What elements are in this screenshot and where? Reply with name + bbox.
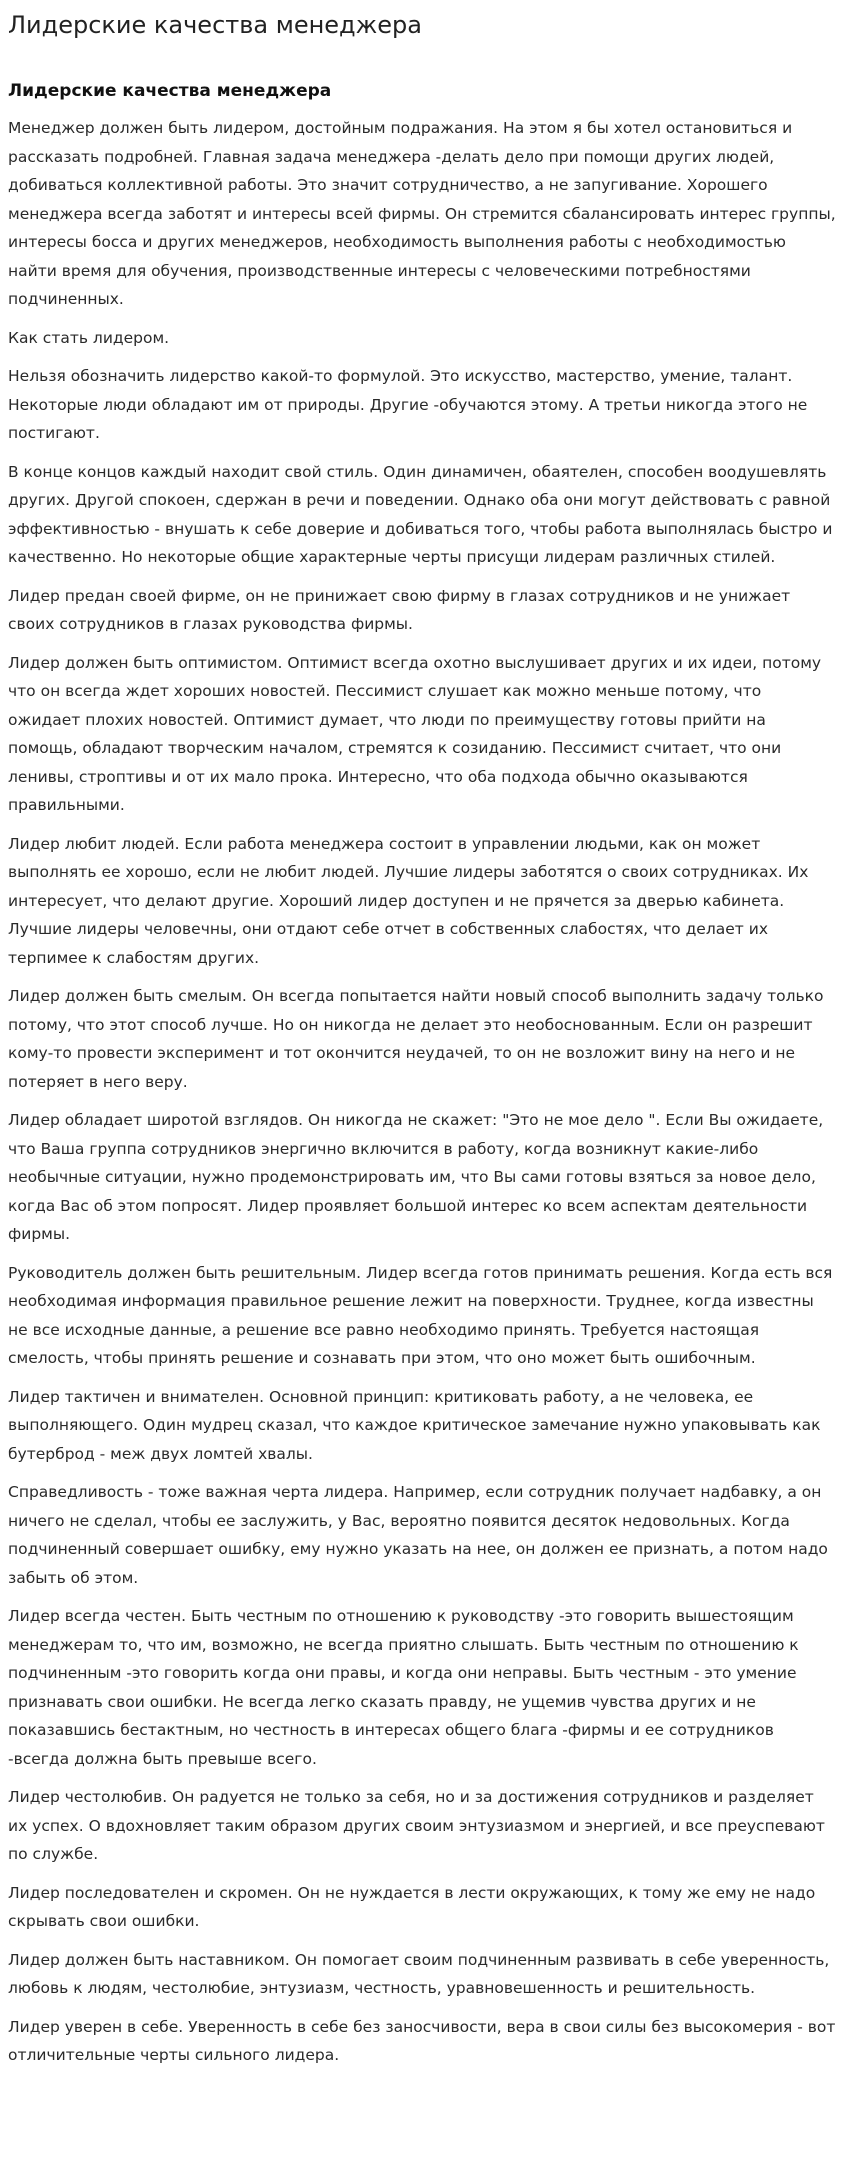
paragraph: Лидер уверен в себе. Уверенность в себе без заносчивости, вера в свои силы без высокомерия - вот отличительные черты сильного лидера. xyxy=(8,2017,836,2064)
paragraph: Лидер честолюбив. Он радуется не только за себя, но и за достижения сотрудников и разделяет их успех. О вдохновляет таким образом других своим энтузиазмом и энергией, и все преуспевают по службе. xyxy=(8,1788,825,1863)
paragraph: Лидер любит людей. Если работа менеджера состоит в управлении людьми, как он может выполнять ее хорошо, если не любит людей. Лучшие лидеры заботятся о своих сотрудниках. Их интересует, что делают другие. Хороший лидер доступен и не прячется за дверью кабинета. Лучшие лидеры человечны, они отдают себе отчет в собственных слабостях, что делает их терпимее к слабостям других. xyxy=(8,834,809,967)
paragraph: Руководитель должен быть решительным. Лидер всегда готов принимать решения. Когда есть вся необходимая информация правильное решение лежит на поверхности. Труднее, когда известны не все исходные данные, а решение все равно необходимо принять. Требуется настоящая смелость, чтобы принять решение и сознавать при этом, что оно может быть ошибочным. xyxy=(8,1263,833,1367)
paragraph: Менеджер должен быть лидером, достойным подражания. На этом я бы хотел остановиться и рассказать подробней. Главная задача менеджера -делать дело при помощи других людей, добиваться коллективной работы. Это значит сотрудничество, а не запугивание. Хорошего менеджера всегда заботят и интересы всей фирмы. Он стремится сбалансировать интерес группы, интересы босса и других менеджеров, необходимость выполнения работы с необходимостью найти время для обучения, производственные интересы с человеческими потребностями подчиненных. xyxy=(8,119,836,308)
paragraph: Лидер предан своей фирме, он не принижает свою фирму в глазах сотрудников и не унижает своих сотрудников в глазах руководства фирмы. xyxy=(8,586,791,633)
paragraph: Нельзя обозначить лидерство какой-то формулой. Это искусство, мастерство, умение, талант. Некоторые люди обладают им от природы. Другие -обучаются этому. А третьи никогда этого не постигают. xyxy=(8,367,808,442)
paragraph: В конце концов каждый находит свой стиль. Один динамичен, обаятелен, способен воодушевлять других. Другой спокоен, сдержан в речи и поведении. Однако оба они могут действовать с равной эффективностью - внушать к себе доверие и добиваться того, чтобы работа выполнялась быстро и качественно. Но некоторые общие характерные черты присущи лидерам различных стилей. xyxy=(8,462,833,566)
paragraph: Лидер должен быть смелым. Он всегда попытается найти новый способ выполнить задачу только потому, что этот способ лучше. Но он никогда не делает это необоснованным. Если он разрешит кому-то провести эксперимент и тот окончится неудачей, то он не возложит вину на него и не потеряет в него веру. xyxy=(8,987,824,1091)
paragraph: Лидер тактичен и внимателен. Основной принцип: критиковать работу, а не человека, ее выполняющего. Один мудрец сказал, что каждое критическое замечание нужно упаковывать как бутерброд - меж двух ломтей хвалы. xyxy=(8,1387,821,1463)
paragraph: Как стать лидером. xyxy=(8,328,170,347)
article-body xyxy=(8,114,837,2070)
paragraph: Лидер последователен и скромен. Он не нуждается в лести окружающих, к тому же ему не надо скрывать свои ошибки. xyxy=(8,1883,816,1930)
paragraph: Лидер должен быть наставником. Он помогает своим подчиненным развивать в себе уверенность, любовь к людям, честолюбие, энтузиазм, честность, уравновешенность и решительность. xyxy=(8,1950,830,1997)
paragraph: Лидер всегда честен. Быть честным по отношению к руководству -это говорить вышестоящим менеджерам то, что им, возможно, не всегда приятно слышать. Быть честным по отношению к подчиненным -это говорить когда они правы, и когда они неправы. Быть честным - это умение признавать свои ошибки. Не всегда легко сказать правду, не ущемив чувства других и не показавшись бестактным, но честность в интересах общего блага -фирмы и ее сотрудников -всегда должна быть превыше всего. xyxy=(8,1607,799,1768)
page-title: Лидерские качества менеджера xyxy=(8,11,422,39)
article-title: Лидерские качества менеджера xyxy=(8,81,332,101)
paragraph: Лидер должен быть оптимистом. Оптимист всегда охотно выслушивает других и их идеи, потому что он всегда ждет хороших новостей. Пессимист слушает как можно меньше потому, что ожидает плохих новостей. Оптимист думает, что люди по преимуществу готовы прийти на помощь, обладают творческим началом, стремятся к созиданию. Пессимист считает, что они ленивы, строптивы и от их мало прока. Интересно, что оба подхода обычно оказываются правильными. xyxy=(8,653,822,814)
paragraph: Справедливость - тоже важная черта лидера. Например, если сотрудник получает надбавку, а он ничего не сделал, чтобы ее заслужить, у Вас, вероятно появится десяток недовольных. Когда подчиненный совершает ошибку, ему нужно указать на нее, он должен ее признать, а потом надо забыть об этом. xyxy=(8,1483,828,1587)
paragraph: Лидер обладает широтой взглядов. Он никогда не скажет: "Это не мое дело ". Если Вы ожидаете, что Ваша группа сотрудников энергично включится в работу, когда возникнут какие-либо необычные ситуации, нужно продемонстрировать им, что Вы сами готовы взяться за новое дело, когда Вас об этом попросят. Лидер проявляет большой интерес ко всем аспектам деятельности фирмы. xyxy=(8,1111,824,1243)
